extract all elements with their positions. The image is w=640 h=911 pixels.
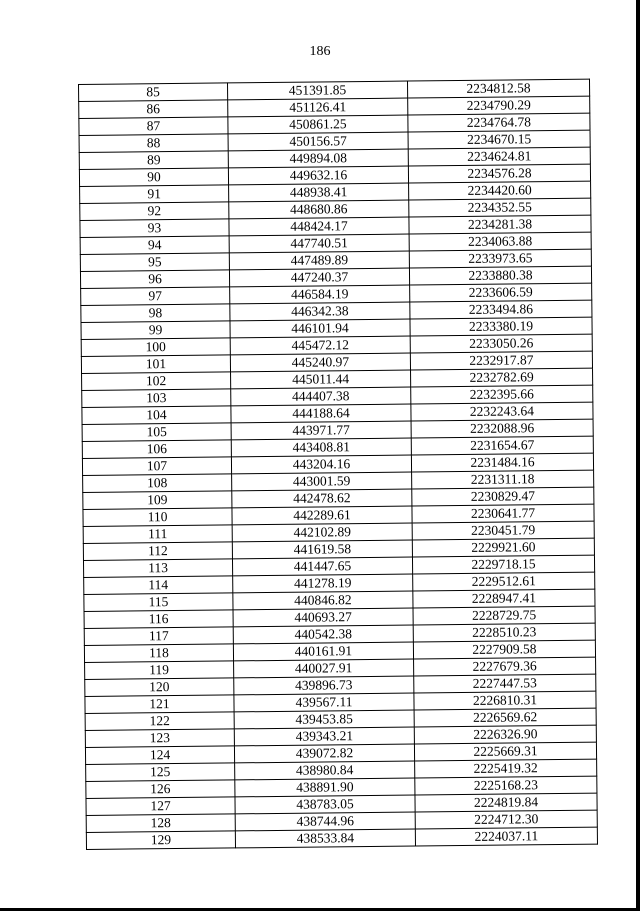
x-coordinate-cell: 438783.05 xyxy=(235,795,415,814)
y-coordinate-cell: 2227447.53 xyxy=(414,674,596,693)
point-number-cell: 115 xyxy=(84,593,233,612)
x-coordinate-cell: 443001.59 xyxy=(232,472,412,491)
y-coordinate-cell: 2230641.77 xyxy=(412,504,594,523)
point-number-cell: 101 xyxy=(81,355,230,374)
y-coordinate-cell: 2233380.19 xyxy=(410,317,592,336)
point-number-cell: 88 xyxy=(79,134,228,153)
coordinates-table-container xyxy=(78,79,594,850)
point-number-cell: 121 xyxy=(85,695,234,714)
point-number-cell: 89 xyxy=(79,151,228,170)
x-coordinate-cell: 438744.96 xyxy=(235,812,415,831)
point-number-cell: 106 xyxy=(82,440,231,459)
point-number-cell: 110 xyxy=(83,508,232,527)
x-coordinate-cell: 446584.19 xyxy=(230,285,410,304)
y-coordinate-cell: 2232917.87 xyxy=(410,351,592,370)
coordinates-table xyxy=(78,79,598,850)
y-coordinate-cell: 2226810.31 xyxy=(414,691,596,710)
point-number-cell: 108 xyxy=(83,474,232,493)
x-coordinate-cell: 449894.08 xyxy=(228,149,408,168)
y-coordinate-cell: 2234764.78 xyxy=(408,113,590,132)
x-coordinate-cell: 440027.91 xyxy=(234,659,414,678)
x-coordinate-cell: 441447.65 xyxy=(232,557,412,576)
y-coordinate-cell: 2227909.58 xyxy=(413,640,595,659)
point-number-cell: 94 xyxy=(80,236,229,255)
x-coordinate-cell: 443204.16 xyxy=(231,455,411,474)
y-coordinate-cell: 2234812.58 xyxy=(407,79,589,98)
y-coordinate-cell: 2224712.30 xyxy=(415,810,597,829)
point-number-cell: 95 xyxy=(80,253,229,272)
point-number-cell: 99 xyxy=(81,321,230,340)
point-number-cell: 116 xyxy=(84,610,233,629)
point-number-cell: 96 xyxy=(80,270,229,289)
y-coordinate-cell: 2230829.47 xyxy=(412,487,594,506)
y-coordinate-cell: 2234670.15 xyxy=(408,130,590,149)
x-coordinate-cell: 440161.91 xyxy=(233,642,413,661)
point-number-cell: 123 xyxy=(85,729,234,748)
x-coordinate-cell: 445240.97 xyxy=(230,353,410,372)
point-number-cell: 112 xyxy=(83,542,232,561)
y-coordinate-cell: 2225419.32 xyxy=(415,759,597,778)
y-coordinate-cell: 2233880.38 xyxy=(409,266,591,285)
x-coordinate-cell: 442289.61 xyxy=(232,506,412,525)
x-coordinate-cell: 448680.86 xyxy=(229,200,409,219)
point-number-cell: 109 xyxy=(83,491,232,510)
point-number-cell: 125 xyxy=(86,763,235,782)
x-coordinate-cell: 439453.85 xyxy=(234,710,414,729)
y-coordinate-cell: 2232782.69 xyxy=(411,368,593,387)
x-coordinate-cell: 448424.17 xyxy=(229,217,409,236)
y-coordinate-cell: 2230451.79 xyxy=(412,521,594,540)
point-number-cell: 111 xyxy=(83,525,232,544)
point-number-cell: 122 xyxy=(85,712,234,731)
x-coordinate-cell: 445011.44 xyxy=(231,370,411,389)
y-coordinate-cell: 2229718.15 xyxy=(412,555,594,574)
x-coordinate-cell: 440693.27 xyxy=(233,608,413,627)
y-coordinate-cell: 2234576.28 xyxy=(408,164,590,183)
point-number-cell: 117 xyxy=(84,627,233,646)
y-coordinate-cell: 2234420.60 xyxy=(409,181,591,200)
scan-edge-right xyxy=(636,0,640,911)
x-coordinate-cell: 447240.37 xyxy=(229,268,409,287)
y-coordinate-cell: 2228947.41 xyxy=(413,589,595,608)
point-number-cell: 129 xyxy=(86,831,235,850)
x-coordinate-cell: 440542.38 xyxy=(233,625,413,644)
y-coordinate-cell: 2234063.88 xyxy=(409,232,591,251)
y-coordinate-cell: 2229512.61 xyxy=(413,572,595,591)
point-number-cell: 119 xyxy=(85,661,234,680)
y-coordinate-cell: 2232395.66 xyxy=(411,385,593,404)
point-number-cell: 107 xyxy=(82,457,231,476)
y-coordinate-cell: 2234790.29 xyxy=(408,96,590,115)
point-number-cell: 90 xyxy=(79,168,228,187)
x-coordinate-cell: 443408.81 xyxy=(231,438,411,457)
x-coordinate-cell: 446342.38 xyxy=(230,302,410,321)
x-coordinate-cell: 438891.90 xyxy=(235,778,415,797)
y-coordinate-cell: 2227679.36 xyxy=(414,657,596,676)
y-coordinate-cell: 2234281.38 xyxy=(409,215,591,234)
point-number-cell: 128 xyxy=(86,814,235,833)
point-number-cell: 114 xyxy=(84,576,233,595)
x-coordinate-cell: 439343.21 xyxy=(234,727,414,746)
y-coordinate-cell: 2225168.23 xyxy=(415,776,597,795)
point-number-cell: 85 xyxy=(79,83,228,102)
page-number: 186 xyxy=(309,44,331,59)
x-coordinate-cell: 439072.82 xyxy=(234,744,414,763)
y-coordinate-cell: 2233606.59 xyxy=(410,283,592,302)
y-coordinate-cell: 2233973.65 xyxy=(409,249,591,268)
y-coordinate-cell: 2232088.96 xyxy=(411,419,593,438)
y-coordinate-cell: 2231654.67 xyxy=(411,436,593,455)
y-coordinate-cell: 2226326.90 xyxy=(414,725,596,744)
y-coordinate-cell: 2231311.18 xyxy=(412,470,594,489)
x-coordinate-cell: 439896.73 xyxy=(234,676,414,695)
y-coordinate-cell: 2224037.11 xyxy=(415,827,597,846)
y-coordinate-cell: 2224819.84 xyxy=(415,793,597,812)
y-coordinate-cell: 2231484.16 xyxy=(411,453,593,472)
x-coordinate-cell: 438533.84 xyxy=(235,829,415,848)
x-coordinate-cell: 438980.84 xyxy=(235,761,415,780)
point-number-cell: 86 xyxy=(79,100,228,119)
x-coordinate-cell: 445472.12 xyxy=(230,336,410,355)
point-number-cell: 127 xyxy=(86,797,235,816)
x-coordinate-cell: 449632.16 xyxy=(228,166,408,185)
point-number-cell: 126 xyxy=(86,780,235,799)
point-number-cell: 97 xyxy=(81,287,230,306)
x-coordinate-cell: 446101.94 xyxy=(230,319,410,338)
y-coordinate-cell: 2233050.26 xyxy=(410,334,592,353)
y-coordinate-cell: 2234352.55 xyxy=(409,198,591,217)
y-coordinate-cell: 2225669.31 xyxy=(414,742,596,761)
y-coordinate-cell: 2228510.23 xyxy=(413,623,595,642)
x-coordinate-cell: 441619.58 xyxy=(232,540,412,559)
x-coordinate-cell: 450156.57 xyxy=(228,132,408,151)
x-coordinate-cell: 447489.89 xyxy=(229,251,409,270)
point-number-cell: 98 xyxy=(81,304,230,323)
x-coordinate-cell: 444407.38 xyxy=(231,387,411,406)
point-number-cell: 118 xyxy=(84,644,233,663)
point-number-cell: 93 xyxy=(80,219,229,238)
y-coordinate-cell: 2233494.86 xyxy=(410,300,592,319)
x-coordinate-cell: 442102.89 xyxy=(232,523,412,542)
x-coordinate-cell: 448938.41 xyxy=(229,183,409,202)
point-number-cell: 105 xyxy=(82,423,231,442)
y-coordinate-cell: 2232243.64 xyxy=(411,402,593,421)
point-number-cell: 120 xyxy=(85,678,234,697)
y-coordinate-cell: 2234624.81 xyxy=(408,147,590,166)
point-number-cell: 91 xyxy=(80,185,229,204)
y-coordinate-cell: 2228729.75 xyxy=(413,606,595,625)
x-coordinate-cell: 450861.25 xyxy=(228,115,408,134)
point-number-cell: 102 xyxy=(82,372,231,391)
point-number-cell: 124 xyxy=(85,746,234,765)
point-number-cell: 104 xyxy=(82,406,231,425)
x-coordinate-cell: 443971.77 xyxy=(231,421,411,440)
point-number-cell: 103 xyxy=(82,389,231,408)
y-coordinate-cell: 2229921.60 xyxy=(412,538,594,557)
x-coordinate-cell: 444188.64 xyxy=(231,404,411,423)
point-number-cell: 92 xyxy=(80,202,229,221)
point-number-cell: 87 xyxy=(79,117,228,136)
x-coordinate-cell: 451391.85 xyxy=(227,81,407,100)
x-coordinate-cell: 441278.19 xyxy=(233,574,413,593)
x-coordinate-cell: 442478.62 xyxy=(232,489,412,508)
point-number-cell: 100 xyxy=(81,338,230,357)
x-coordinate-cell: 451126.41 xyxy=(228,98,408,117)
x-coordinate-cell: 439567.11 xyxy=(234,693,414,712)
coordinates-table-body xyxy=(79,79,598,849)
y-coordinate-cell: 2226569.62 xyxy=(414,708,596,727)
x-coordinate-cell: 447740.51 xyxy=(229,234,409,253)
point-number-cell: 113 xyxy=(83,559,232,578)
x-coordinate-cell: 440846.82 xyxy=(233,591,413,610)
